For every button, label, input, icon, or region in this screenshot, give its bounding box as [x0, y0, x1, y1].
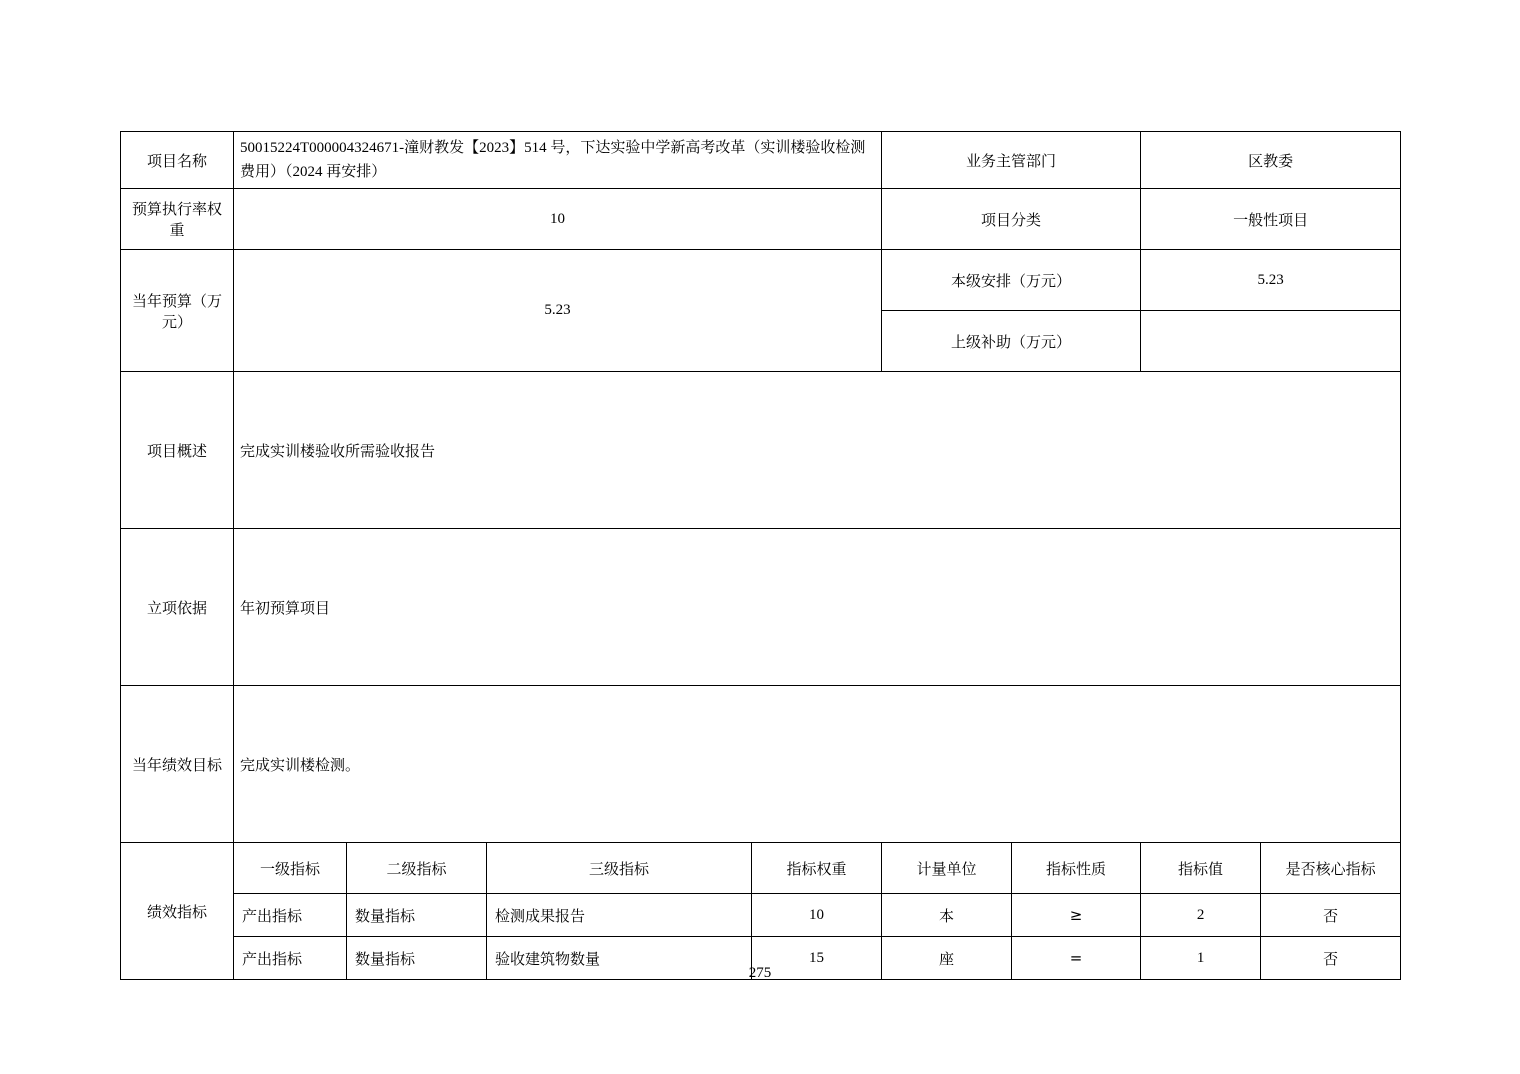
category-label: 项目分类 — [882, 189, 1141, 250]
indicator-level1: 产出指标 — [234, 894, 347, 937]
overview-value: 完成实训楼验收所需验收报告 — [234, 372, 1401, 529]
indicator-nature: ≥ — [1012, 894, 1141, 937]
table-row-project-name — [121, 132, 1401, 189]
local-arrangement-label: 本级安排（万元） — [882, 250, 1141, 311]
table-row-overview — [121, 372, 1401, 529]
indicator-weight: 15 — [752, 937, 882, 980]
goal-label: 当年绩效目标 — [121, 686, 234, 843]
overview-label: 项目概述 — [121, 372, 234, 529]
upper-subsidy-label: 上级补助（万元） — [882, 311, 1141, 372]
project-name-label: 项目名称 — [121, 132, 234, 189]
table-row-budget-local — [121, 250, 1401, 311]
exec-weight-value: 10 — [234, 189, 882, 250]
indicator-value: 2 — [1141, 894, 1261, 937]
indicator-value: 1 — [1141, 937, 1261, 980]
indicator-level3: 检测成果报告 — [487, 894, 752, 937]
table-row-basis — [121, 529, 1401, 686]
indicator-level1: 产出指标 — [234, 937, 347, 980]
page-number: 275 — [748, 965, 772, 981]
budget-value: 5.23 — [234, 250, 882, 372]
upper-subsidy-value — [1141, 311, 1401, 372]
indicator-core: 否 — [1261, 937, 1401, 980]
category-value: 一般性项目 — [1141, 189, 1401, 250]
indicator-level2: 数量指标 — [347, 894, 487, 937]
indicator-header-level1: 一级指标 — [234, 843, 347, 894]
indicator-header-value: 指标值 — [1141, 843, 1261, 894]
basis-label: 立项依据 — [121, 529, 234, 686]
table-row-indicator-item — [121, 894, 1401, 937]
indicator-unit: 座 — [882, 937, 1012, 980]
dept-label: 业务主管部门 — [882, 132, 1141, 189]
indicators-label: 绩效指标 — [121, 843, 234, 980]
indicator-header-core: 是否核心指标 — [1261, 843, 1401, 894]
indicator-header-weight: 指标权重 — [752, 843, 882, 894]
indicator-nature: = — [1012, 937, 1141, 980]
indicator-header-level3: 三级指标 — [487, 843, 752, 894]
indicator-level3: 验收建筑物数量 — [487, 937, 752, 980]
indicator-weight: 10 — [752, 894, 882, 937]
basis-value: 年初预算项目 — [234, 529, 1401, 686]
indicator-unit: 本 — [882, 894, 1012, 937]
dept-value: 区教委 — [1141, 132, 1401, 189]
exec-weight-label: 预算执行率权重 — [121, 189, 234, 250]
indicator-core: 否 — [1261, 894, 1401, 937]
project-performance-table — [120, 131, 1401, 980]
indicator-header-nature: 指标性质 — [1012, 843, 1141, 894]
table-row-indicator-header — [121, 843, 1401, 894]
indicator-header-unit: 计量单位 — [882, 843, 1012, 894]
local-arrangement-value: 5.23 — [1141, 250, 1401, 311]
indicator-header-level2: 二级指标 — [347, 843, 487, 894]
table-row-exec-weight — [121, 189, 1401, 250]
goal-value: 完成实训楼检测。 — [234, 686, 1401, 843]
project-name-value: 50015224T000004324671-潼财教发【2023】514 号，下达实验中学新高考改革（实训楼验收检测费用）（2024 再安排） — [234, 132, 882, 189]
table-row-goal — [121, 686, 1401, 843]
budget-label: 当年预算（万元） — [121, 250, 234, 372]
indicator-level2: 数量指标 — [347, 937, 487, 980]
